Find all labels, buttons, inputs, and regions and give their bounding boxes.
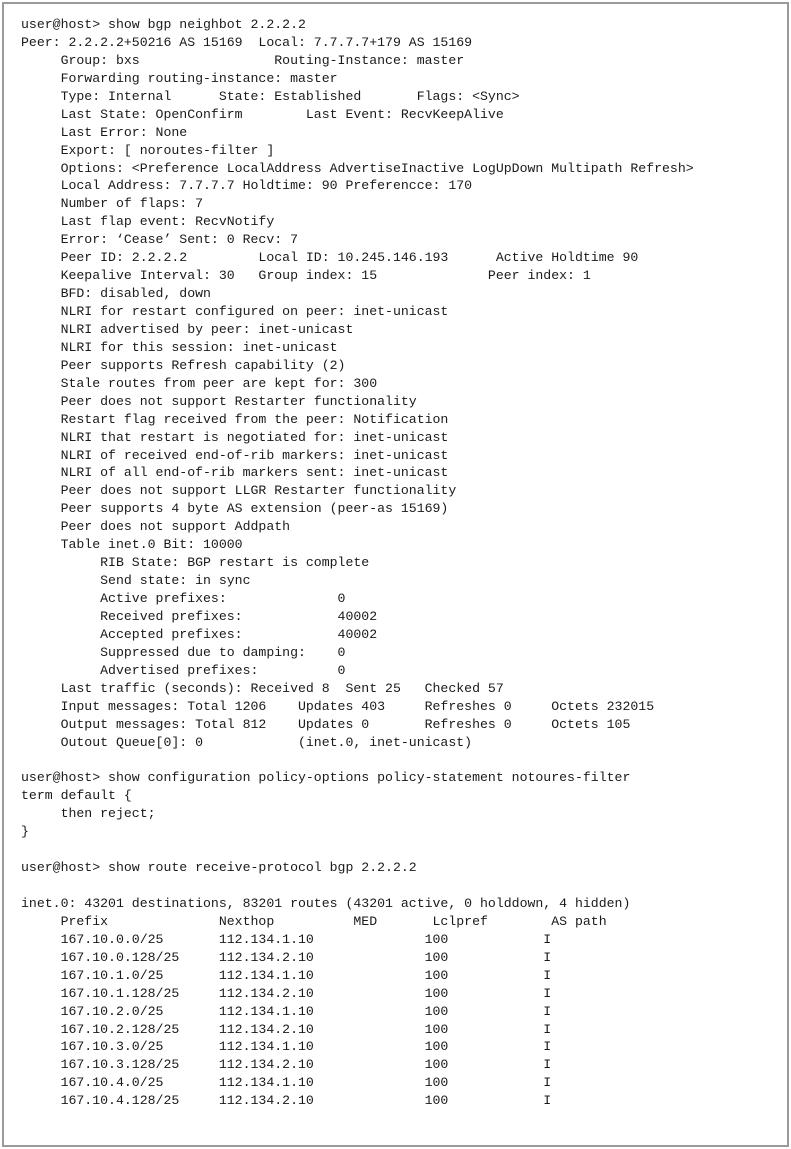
output-line: NLRI advertised by peer: inet-unicast <box>21 321 354 337</box>
command-line: user@host> show route receive-protocol bgp 2.2.2.2 <box>21 860 417 876</box>
output-line: Last traffic (seconds): Received 8 Sent 25 Checked 57 <box>21 680 504 696</box>
output-line: Options: <Preference LocalAddress AdvertiseInactive LogUpDown Multipath Refresh> <box>21 160 694 176</box>
output-line <box>21 877 787 895</box>
output-line: Received prefixes: 40002 <box>21 608 378 624</box>
output-line: NLRI of all end-of-rib markers sent: inet-unicast <box>21 465 449 481</box>
output-line: Peer does not support Restarter functionality <box>21 393 417 409</box>
output-line: } <box>21 824 29 840</box>
route-receive-block <box>21 859 787 1110</box>
output-line: NLRI that restart is negotiated for: inet-unicast <box>21 429 449 445</box>
policy-config-block <box>21 769 787 841</box>
output-line: 167.10.1.0/25 112.134.1.10 100 I <box>21 967 552 983</box>
command-line: user@host> show configuration policy-options policy-statement notoures-filter <box>21 770 631 786</box>
output-line: 167.10.3.128/25 112.134.2.10 100 I <box>21 1057 552 1073</box>
output-line: Input messages: Total 1206 Updates 403 Refreshes 0 Octets 232015 <box>21 698 655 714</box>
output-line: Peer does not support Addpath <box>21 519 291 535</box>
output-line: Output messages: Total 812 Updates 0 Refreshes 0 Octets 105 <box>21 716 631 732</box>
output-line: 167.10.3.0/25 112.134.1.10 100 I <box>21 1039 552 1055</box>
output-line: 167.10.0.128/25 112.134.2.10 100 I <box>21 949 552 965</box>
output-line: Type: Internal State: Established Flags: <Sync> <box>21 88 520 104</box>
output-line: RIB State: BGP restart is complete <box>21 555 370 571</box>
output-line: Last Error: None <box>21 124 188 140</box>
output-line: Peer ID: 2.2.2.2 Local ID: 10.245.146.193 Active Holdtime 90 <box>21 250 639 266</box>
command-line: user@host> show bgp neighbot 2.2.2.2 <box>21 17 306 32</box>
output-line: Peer does not support LLGR Restarter functionality <box>21 483 457 499</box>
blank-line <box>21 841 787 859</box>
output-line: Advertised prefixes: 0 <box>21 662 346 678</box>
output-line: Last flap event: RecvNotify <box>21 214 275 230</box>
output-line: 167.10.4.0/25 112.134.1.10 100 I <box>21 1075 552 1091</box>
output-line: NLRI of received end-of-rib markers: inet-unicast <box>21 447 449 463</box>
output-line: Send state: in sync <box>21 573 251 589</box>
output-line: then reject; <box>21 806 156 822</box>
output-line: 167.10.0.0/25 112.134.1.10 100 I <box>21 931 552 947</box>
output-line: Export: [ noroutes-filter ] <box>21 142 275 158</box>
bgp-neighbor-block <box>21 16 787 751</box>
output-line: 167.10.2.0/25 112.134.1.10 100 I <box>21 1003 552 1019</box>
output-line: term default { <box>21 788 132 804</box>
output-line: Outout Queue[0]: 0 (inet.0, inet-unicast) <box>21 734 473 750</box>
output-line: Error: ‘Cease’ Sent: 0 Recv: 7 <box>21 232 298 248</box>
output-line: Restart flag received from the peer: Notification <box>21 411 449 427</box>
output-line: Suppressed due to damping: 0 <box>21 644 346 660</box>
output-line: inet.0: 43201 destinations, 83201 routes (43201 active, 0 holddown, 4 hidden) <box>21 895 631 911</box>
output-line: Stale routes from peer are kept for: 300 <box>21 375 378 391</box>
output-line: 167.10.1.128/25 112.134.2.10 100 I <box>21 985 552 1001</box>
blank-line <box>21 751 787 769</box>
output-line: Local Address: 7.7.7.7 Holdtime: 90 Preferencce: 170 <box>21 178 473 194</box>
terminal-output <box>21 16 787 1110</box>
output-line: Peer supports 4 byte AS extension (peer-as 15169) <box>21 501 449 517</box>
output-line: Forwarding routing-instance: master <box>21 70 338 86</box>
output-line: NLRI for restart configured on peer: inet-unicast <box>21 304 449 319</box>
output-line: 167.10.2.128/25 112.134.2.10 100 I <box>21 1021 552 1037</box>
output-line: 167.10.4.128/25 112.134.2.10 100 I <box>21 1093 552 1109</box>
output-line: Active prefixes: 0 <box>21 591 346 606</box>
output-line: Peer supports Refresh capability (2) <box>21 357 346 373</box>
output-line: Prefix Nexthop MED Lclpref AS path <box>21 913 607 929</box>
output-line: Peer: 2.2.2.2+50216 AS 15169 Local: 7.7.7.7+179 AS 15169 <box>21 34 473 50</box>
output-line: Group: bxs Routing-Instance: master <box>21 52 465 68</box>
output-line: Accepted prefixes: 40002 <box>21 626 378 642</box>
output-line: Table inet.0 Bit: 10000 <box>21 537 243 553</box>
output-line: BFD: disabled, down <box>21 286 211 302</box>
output-line: Number of flaps: 7 <box>21 196 204 212</box>
output-line: Keepalive Interval: 30 Group index: 15 Peer index: 1 <box>21 268 591 284</box>
screenshot-frame <box>2 2 789 1147</box>
output-line: NLRI for this session: inet-unicast <box>21 339 338 355</box>
output-line: Last State: OpenConfirm Last Event: RecvKeepAlive <box>21 106 504 122</box>
